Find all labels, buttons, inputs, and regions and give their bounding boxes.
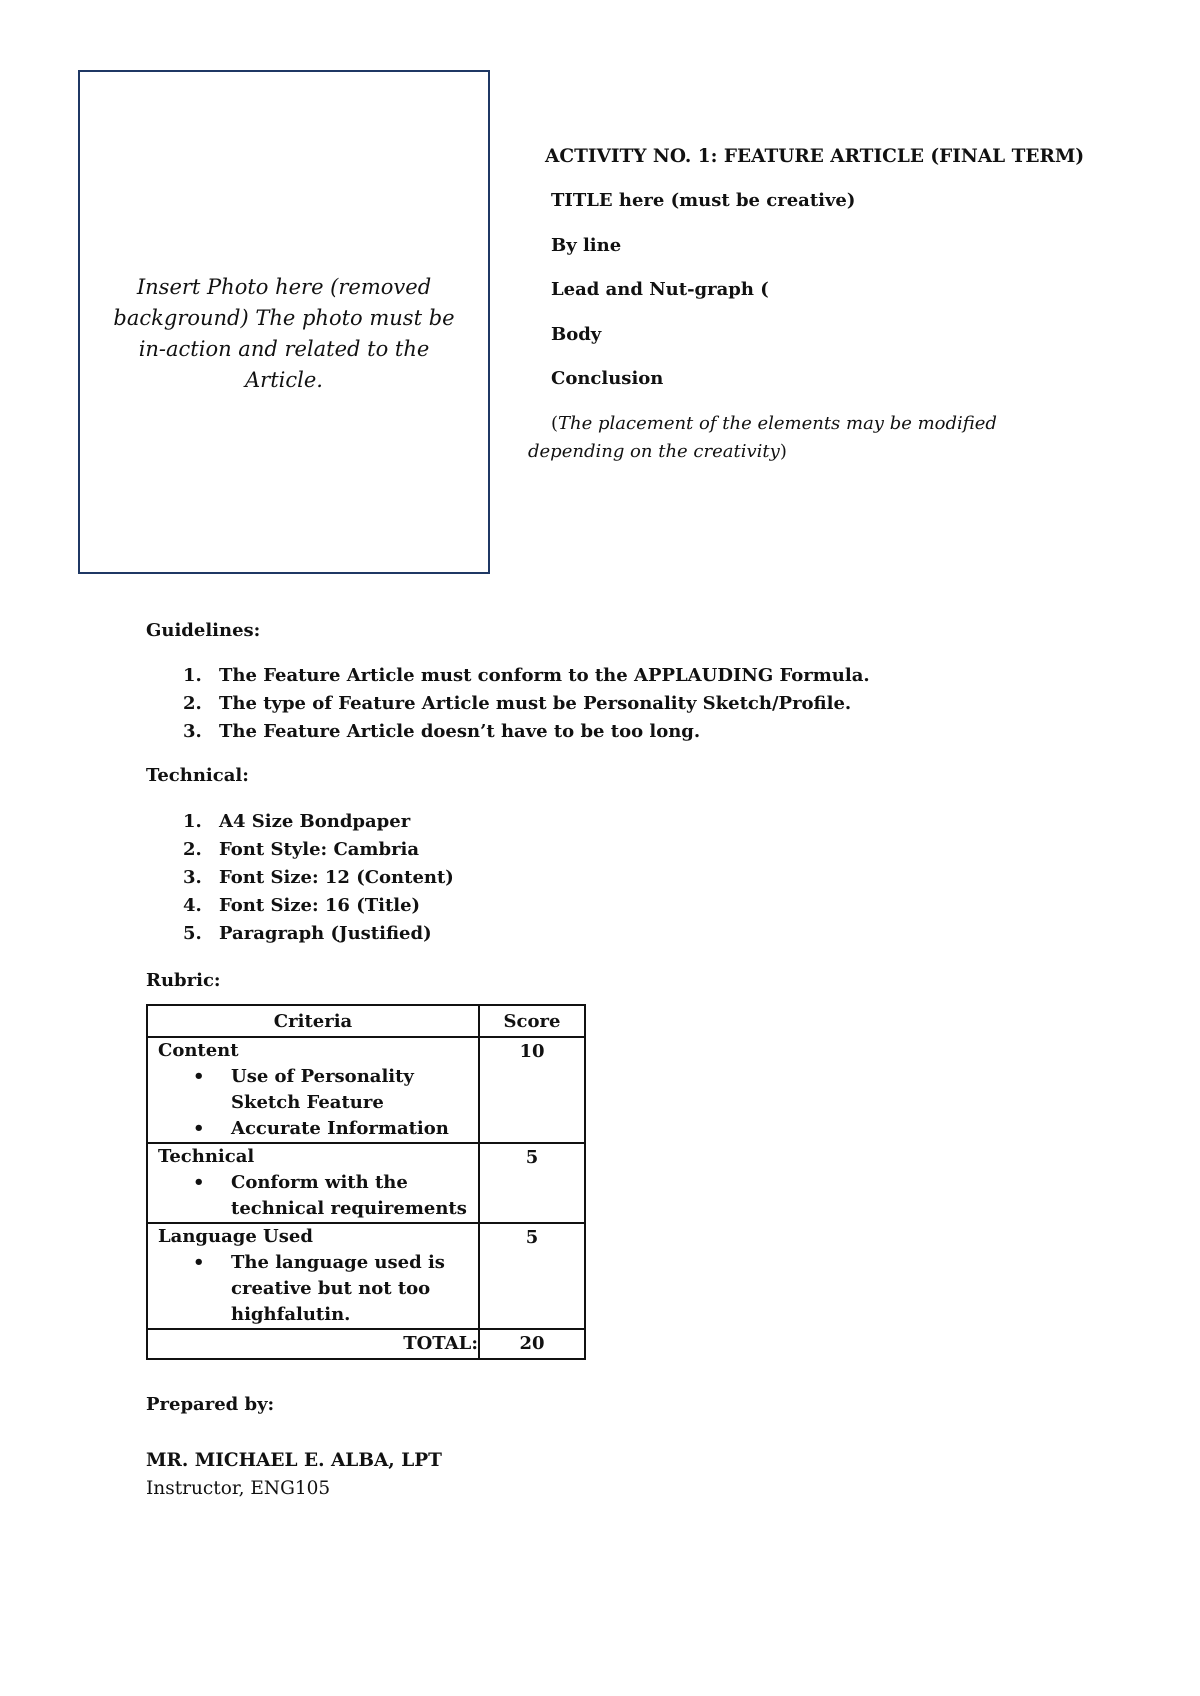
note-close: ) xyxy=(779,441,787,462)
rubric-heading: Rubric: xyxy=(146,970,221,991)
criteria-name: Language Used xyxy=(158,1226,313,1247)
total-row xyxy=(147,1329,585,1359)
technical-heading: Technical: xyxy=(146,765,249,786)
photo-placeholder-box xyxy=(78,70,490,574)
list-item: 2. Font Style: Cambria xyxy=(183,839,420,860)
photo-placeholder-text: Insert Photo here (removed background) The photo must be in-action and related to the Article. xyxy=(113,275,455,392)
total-score: 20 xyxy=(479,1329,585,1359)
element-body: Body xyxy=(551,324,602,345)
instructor-role: Instructor, ENG105 xyxy=(146,1478,331,1499)
guidelines-heading: Guidelines: xyxy=(146,620,261,641)
list-item: 1. The Feature Article must conform to the APPLAUDING Formula. xyxy=(183,665,870,686)
element-title: TITLE here (must be creative) xyxy=(551,190,856,211)
rubric-table xyxy=(146,1004,586,1360)
score-header: Score xyxy=(479,1005,585,1037)
criteria-score: 10 xyxy=(519,1041,545,1062)
criteria-header: Criteria xyxy=(147,1005,479,1037)
element-conclusion: Conclusion xyxy=(551,368,664,389)
guidelines-list xyxy=(146,662,870,746)
list-item: 2. The type of Feature Article must be Personality Sketch/Profile. xyxy=(183,693,852,714)
list-item: 4. Font Size: 16 (Title) xyxy=(183,895,421,916)
criteria-score: 5 xyxy=(525,1147,539,1168)
criteria-score: 5 xyxy=(525,1227,539,1248)
list-item: 5. Paragraph (Justified) xyxy=(183,923,432,944)
element-byline: By line xyxy=(551,235,622,256)
table-row xyxy=(147,1037,585,1143)
activity-title: ACTIVITY NO. 1: FEATURE ARTICLE (FINAL TERM) xyxy=(545,146,1085,167)
criteria-point: • The language used is creative but not too highfalutin. xyxy=(193,1252,445,1325)
note-open: ( xyxy=(551,413,559,434)
table-row xyxy=(147,1223,585,1329)
criteria-point: • Accurate Information xyxy=(193,1118,449,1139)
criteria-point: • Use of Personality Sketch Feature xyxy=(193,1066,414,1113)
total-label: TOTAL: xyxy=(147,1329,479,1359)
element-lead: Lead and Nut-graph ( xyxy=(551,279,769,300)
criteria-name: Content xyxy=(158,1040,239,1061)
note-text: The placement of the elements may be modified depending on the creativity xyxy=(528,413,997,462)
placement-note xyxy=(528,410,1088,466)
technical-list xyxy=(146,808,454,948)
criteria-name: Technical xyxy=(158,1146,255,1167)
prepared-by-label: Prepared by: xyxy=(146,1394,275,1415)
table-row xyxy=(147,1143,585,1223)
list-item: 3. The Feature Article doesn’t have to be too long. xyxy=(183,721,701,742)
criteria-point: • Conform with the technical requirements xyxy=(193,1172,467,1219)
instructor-name: MR. MICHAEL E. ALBA, LPT xyxy=(146,1450,442,1471)
list-item: 3. Font Size: 12 (Content) xyxy=(183,867,454,888)
list-item: 1. A4 Size Bondpaper xyxy=(183,811,411,832)
